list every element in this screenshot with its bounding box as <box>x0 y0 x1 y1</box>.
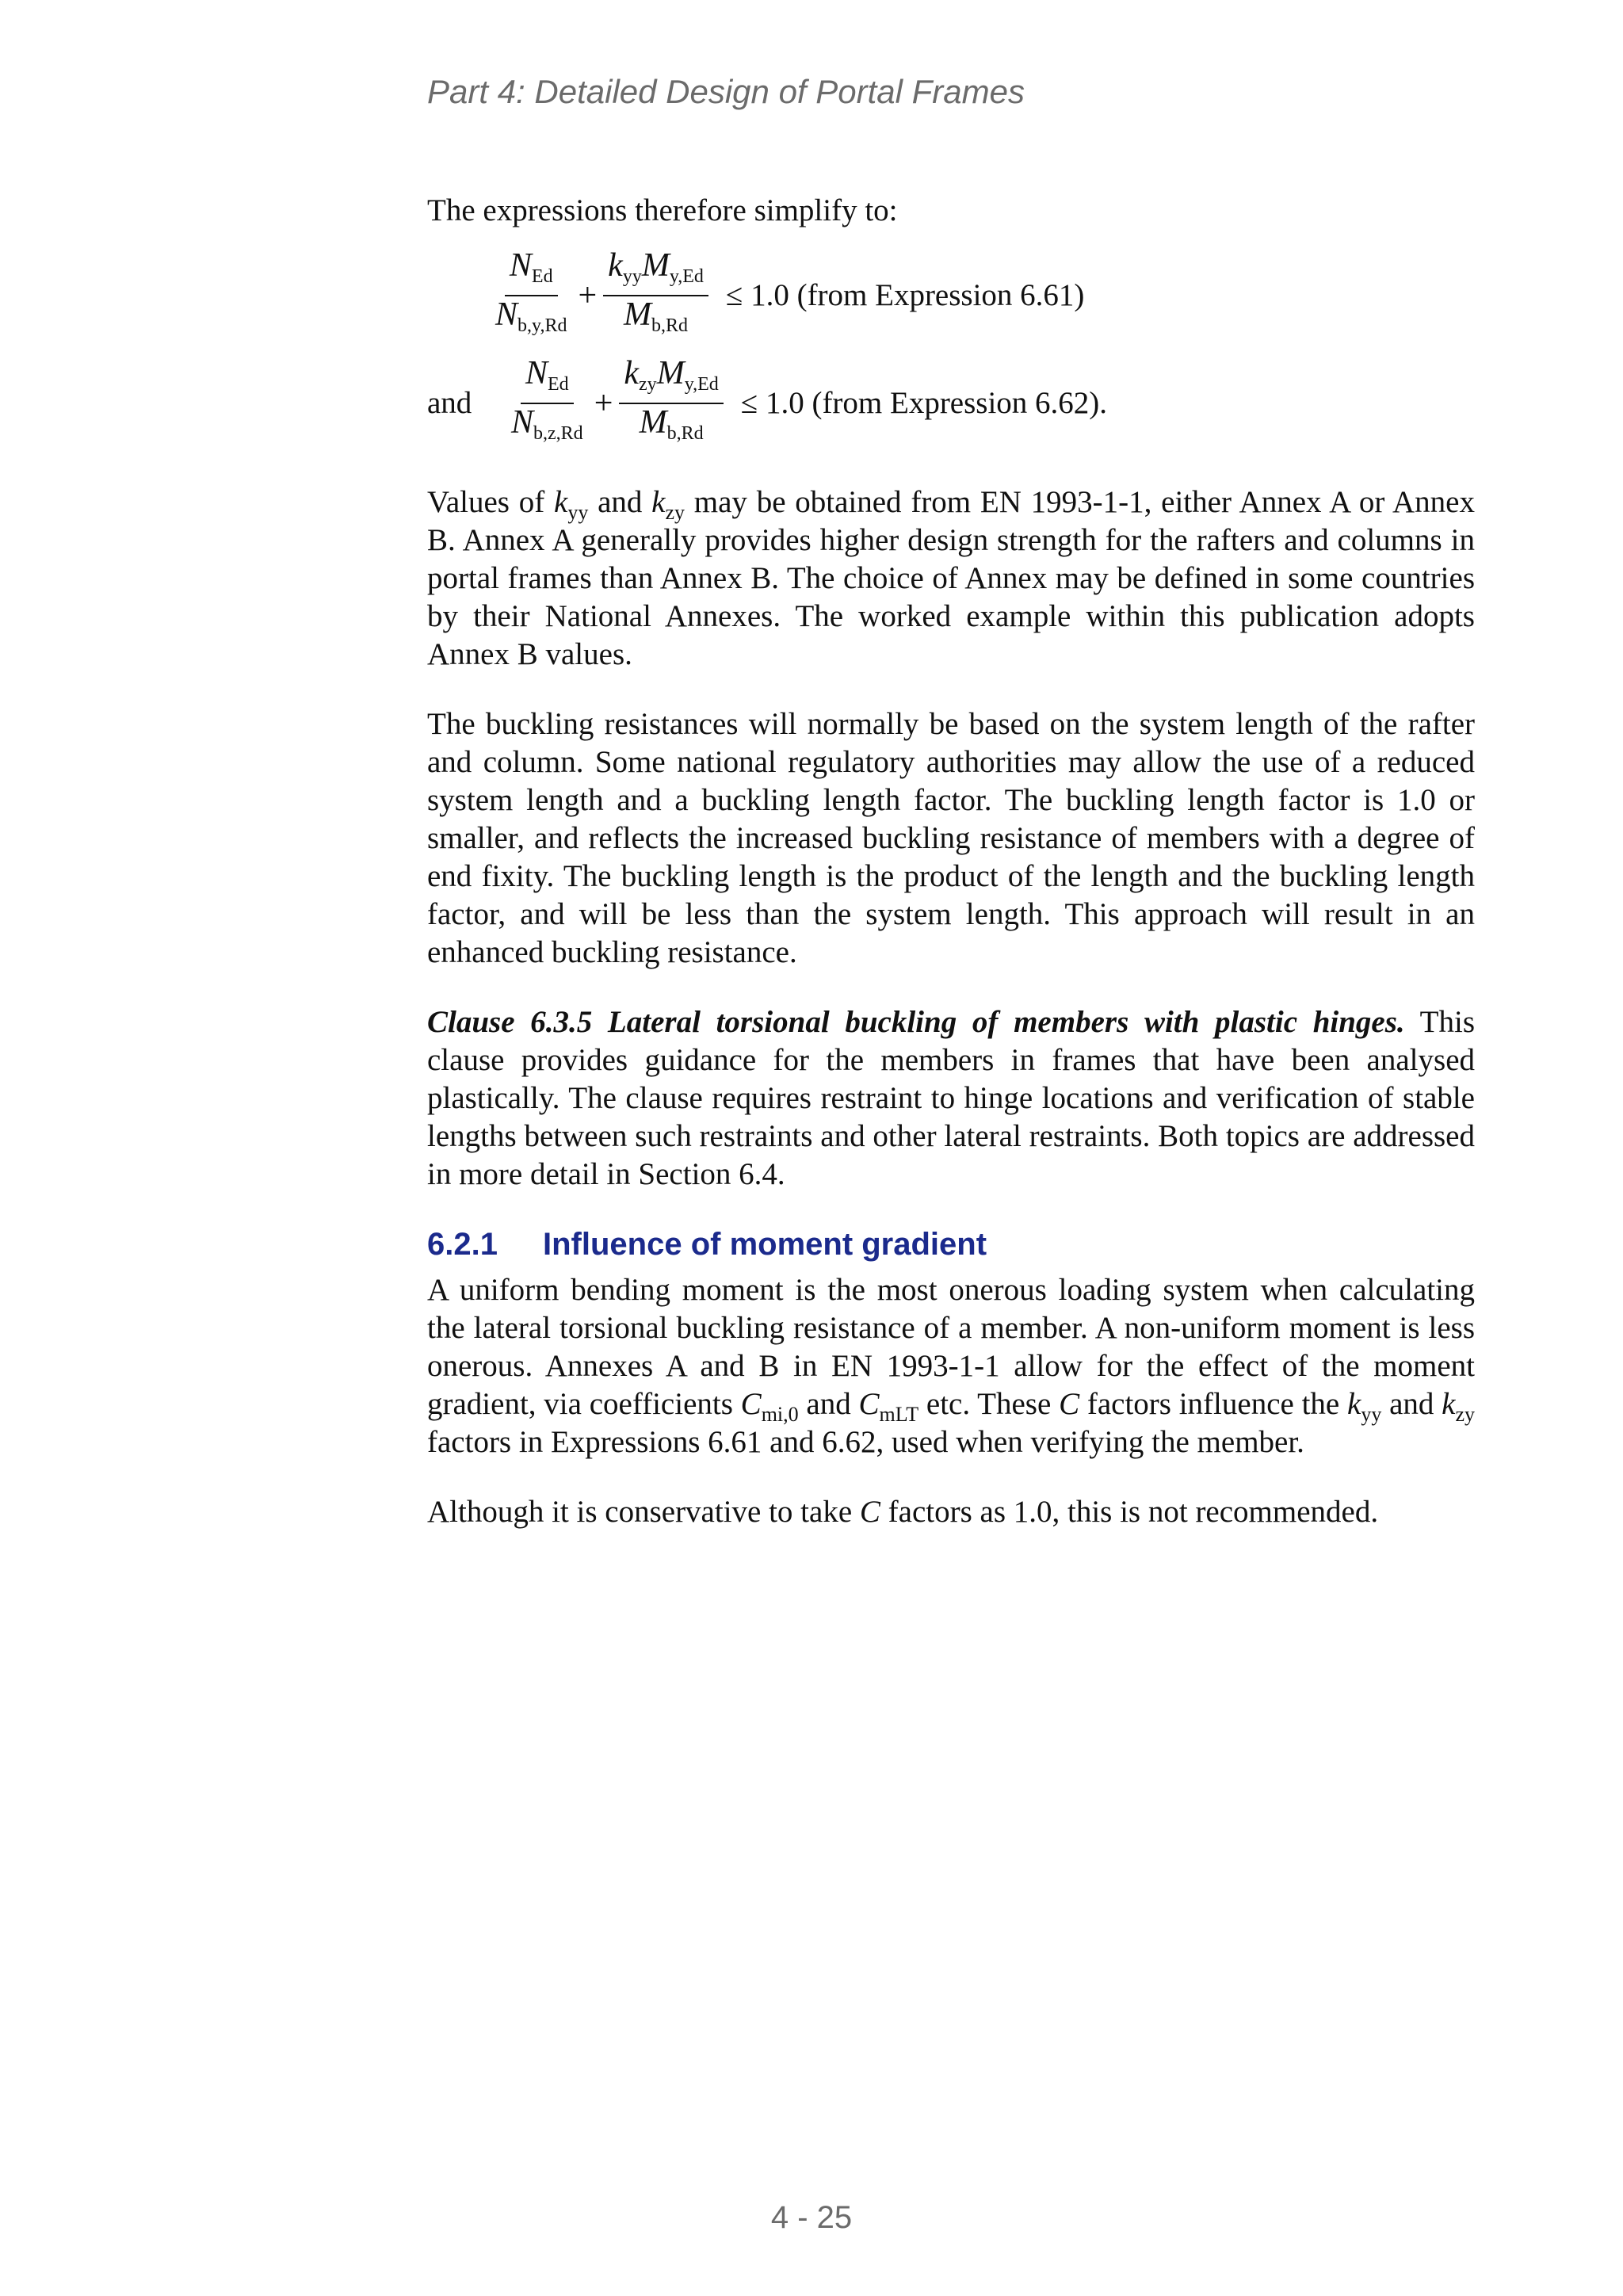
plus-sign: + <box>578 277 598 314</box>
paragraph-clause-6-3-5: Clause 6.3.5 Lateral torsional buckling of members with plastic hinges. This clause provides guidance for the members in frames that have been analysed plastically. The clause requires restraint to hinge locations and verification of stable lengths between such restraints and other lateral restraints. Both topics are addressed in more detail in Section 6.4. <box>427 1005 1476 1191</box>
section-heading: 6.2.1 Influence of moment gradient <box>427 1227 987 1262</box>
fraction-moment: $\frac{k_{zy}M_{y,Ed}}{M_{b,Rd}}$ <box>619 355 723 452</box>
paragraph-buckling: The buckling resistances will normally be based on the system length of the rafter and column. Some national regulatory authorities may allow the use of a reduced system length and a buckling length factor. The buckling length factor is 1.0 or smaller, and reflects the increased buckling resistance of members with a degree of end fixity. The buckling length is the product of the length and the buckling length factor, and will be less than the system length. This approach will result in an enhanced buckling resistance. <box>427 707 1475 969</box>
formula-6-62 <box>427 355 1475 452</box>
page-number: 4 - 25 <box>770 2200 853 2235</box>
formula-prefix: and <box>427 386 472 420</box>
formula-6-61 <box>491 247 1475 344</box>
plus-sign: + <box>594 385 613 422</box>
page-content <box>427 192 1475 1531</box>
fraction-axial: $\frac{N_{Ed}}{N_{b,z,Rd}}$ <box>511 355 583 444</box>
intro-text: The expressions therefore simplify to: <box>427 193 898 227</box>
formula-condition: ≤ 1.0 (from Expression 6.61) <box>725 278 1085 312</box>
paragraph-conservative: Although it is conservative to take C factors as 1.0, this is not recommended. <box>427 1495 1379 1529</box>
fraction-axial: $\frac{N_{Ed}}{N_{b,y,Rd}}$ <box>495 247 567 336</box>
formula-condition: ≤ 1.0 (from Expression 6.62). <box>740 386 1108 420</box>
running-header: Part 4: Detailed Design of Portal Frames <box>427 73 1025 110</box>
paragraph-values: Values of $k_{yy}$ and $k_{zy}$ may be obtained from EN 1993-1-1, either Annex A or Annex B. Annex A generally provides higher design strength for the rafters and columns in portal frames than Annex B. The choice of Annex may be defined in some countries by their National Annexes. The worked example within this publication adopts Annex B values. <box>427 485 1475 671</box>
paragraph-moment-gradient: A uniform bending moment is the most onerous loading system when calculating the lateral torsional buckling resistance of a member. A non-uniform moment is less onerous. Annexes A and B in EN 1993-1-1 allow for the effect of the moment gradient, via coefficients $C_{mi,0}$ and $C_{mLT}$ etc. These C factors influence the $k_{yy}$ and $k_{zy}$ factors in Expressions 6.61 and 6.62, used when verifying the member. <box>427 1273 1476 1459</box>
clause-heading: Clause 6.3.5 Lateral torsional buckling of members with plastic hinges. <box>427 1005 1405 1039</box>
fraction-moment: $\frac{k_{yy}M_{y,Ed}}{M_{b,Rd}}$ <box>603 247 708 344</box>
